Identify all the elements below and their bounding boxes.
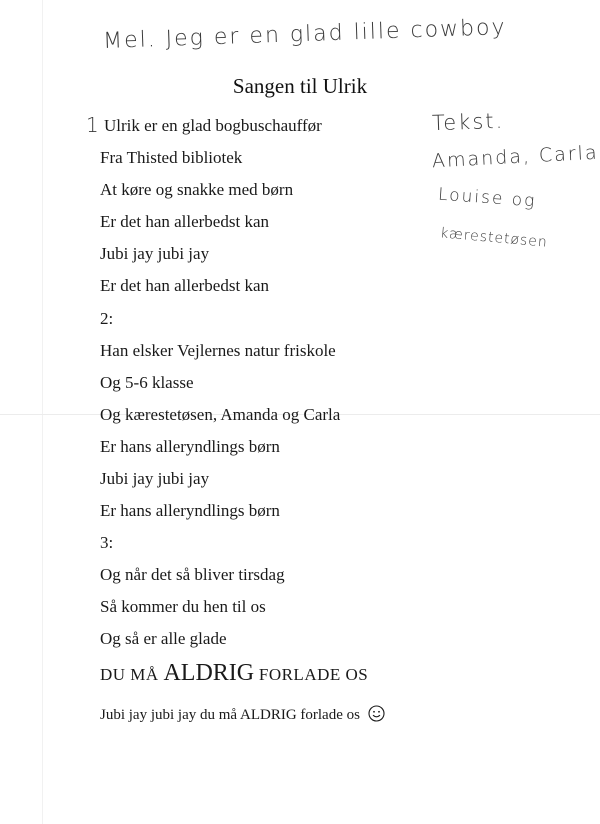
closing-last-line xyxy=(100,705,385,727)
handwritten-credits-label: Tekst. xyxy=(431,108,505,136)
handwritten-credits-names: Amanda, Carla xyxy=(431,141,600,173)
handwritten-melody-note: Mel. Jeg er en glad lille cowboy xyxy=(102,14,507,55)
song-line: Og kærestetøsen, Amanda og Carla xyxy=(100,405,341,424)
song-line: Fra Thisted bibliotek xyxy=(100,148,243,167)
song-line: Og så er alle glade xyxy=(100,629,227,648)
page-edge-shadow xyxy=(42,0,43,824)
handwritten-credits-louise: Louise og xyxy=(437,184,537,212)
song-line: Han elsker Vejlernes natur friskole xyxy=(100,341,336,360)
song-line: Ulrik er en glad bogbuschauffør xyxy=(104,116,322,135)
closing-last-line-text: Jubi jay jubi jay du må ALDRIG forlade os xyxy=(100,707,360,723)
closing-refrain-start: DU MÅ xyxy=(100,665,159,684)
closing-refrain-aldrig: ALDRIG xyxy=(163,660,255,686)
song-line: Så kommer du hen til os xyxy=(100,597,266,616)
verse-number: 3: xyxy=(100,533,114,552)
song-title: Sangen til Ulrik xyxy=(232,74,368,98)
song-line: Og 5-6 klasse xyxy=(100,373,194,392)
song-line: Jubi jay jubi jay xyxy=(100,244,210,263)
smiley-face-icon xyxy=(368,705,385,727)
song-line: Er det han allerbedst kan xyxy=(100,212,269,231)
song-line: Er hans alleryndlings børn xyxy=(100,437,280,456)
song-line: Er hans alleryndlings børn xyxy=(100,501,280,520)
song-line: Og når det så bliver tirsdag xyxy=(100,565,285,584)
verse-number: 2: xyxy=(100,309,114,328)
song-line: At køre og snakke med børn xyxy=(100,180,294,199)
closing-refrain-end: FORLADE OS xyxy=(258,665,369,684)
handwritten-credits-girlfriend: kærestetøsen xyxy=(439,225,549,251)
song-line: Er det han allerbedst kan xyxy=(100,276,269,295)
handwritten-verse-number: 1 xyxy=(86,113,99,137)
closing-refrain xyxy=(100,660,368,687)
song-line: Jubi jay jubi jay xyxy=(100,469,210,488)
